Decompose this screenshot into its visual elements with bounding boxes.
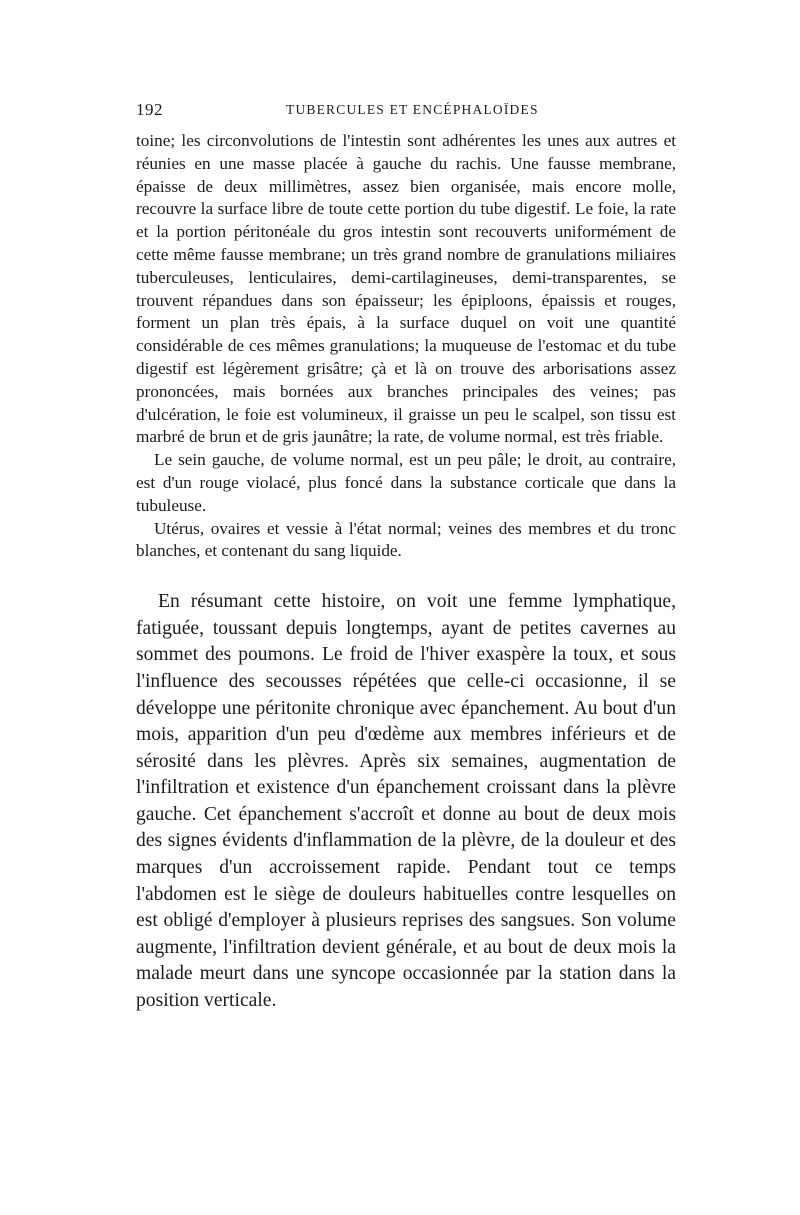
paragraph-autopsy-breasts: Le sein gauche, de volume normal, est un peu pâle; le droit, au contraire, est d'un rouge violacé, plus foncé dans la substance corticale que dans la tubuleuse.: [136, 450, 676, 515]
book-page: [136, 100, 676, 1015]
paragraph-autopsy-uterus: Utérus, ovaires et vessie à l'état normal; veines des membres et du tronc blanches, et contenant du sang liquide.: [136, 518, 676, 561]
running-title: TUBERCULES ET ENCÉPHALOÏDES: [286, 102, 539, 117]
paragraph-case-summary: En résumant cette histoire, on voit une femme lymphatique, fatiguée, toussant depuis longtemps, ayant de petites cavernes au sommet des poumons. Le froid de l'hiver exaspère la toux, et sous l'influence des secousses répétées que celle-ci occasionne, il se développe une péritonite chronique avec épanchement. Au bout d'un mois, apparition d'un peu d'œdème aux membres inférieurs et de sérosité dans les plèvres. Après six semaines, augmentation de l'infiltration et existence d'un épanchement croissant dans la plèvre gauche. Cet épanchement s'accroît et donne au bout de deux mois des signes évidents d'inflammation de la plèvre, de la douleur et des marques d'un accroissement rapide. Pendant tout ce temps l'abdomen est le siège de douleurs habituelles contre lesquelles on est obligé d'employer à plusieurs reprises des sangsues. Son volume augmente, l'infiltration devient générale, et au bout de deux mois la malade meurt dans une syncope occasionnée par la station dans la position verticale.: [136, 591, 676, 1012]
paragraph-autopsy-abdomen: toine; les circonvolutions de l'intestin sont adhérentes les unes aux autres et réunies en une masse placée à gauche du rachis. Une fausse membrane, épaisse de deux millimètres, assez bien organisée, mais encore molle, recouvre la surface libre de toute cette portion du tube digestif. Le foie, la rate et la portion péritonéale du gros intestin sont recouverts uniformément de cette même fausse membrane; un très grand nombre de granulations miliaires tuberculeuses, lenticulaires, demi-cartilagineuses, demi-transparentes, se trouvent répandues dans son épaisseur; les épiploons, épaissis et rouges, forment un plan très épais, à la surface duquel on voit une quantité considérable de ces mêmes granulations; la muqueuse de l'estomac et du tube digestif est légèrement grisâtre; çà et là on trouve des arborisations assez prononcées, mais bornées aux branches principales des veines; pas d'ulcération, le foie est volumineux, il graisse un peu le scalpel, son tissu est marbré de brun et de gris jaunâtre; la rate, de volume normal, est très friable.: [136, 131, 676, 447]
autopsy-notes: [136, 130, 676, 563]
page-number: 192: [136, 100, 163, 119]
running-head: [136, 100, 676, 122]
case-summary: [136, 589, 676, 1015]
